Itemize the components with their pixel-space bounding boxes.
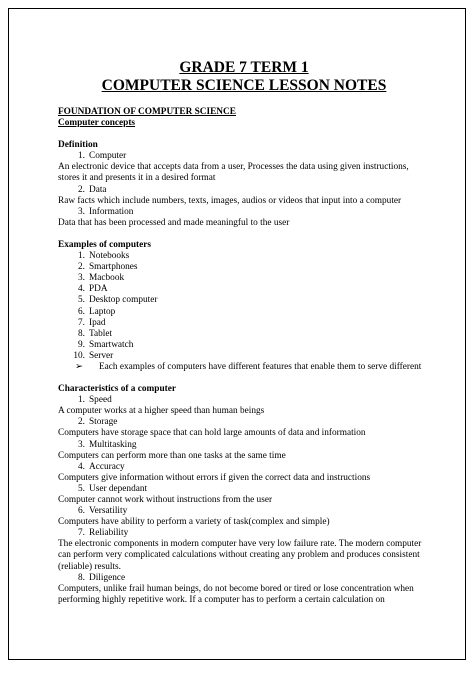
- arrow-bullet-icon: ➢: [75, 361, 83, 372]
- list-item: 8. Tablet: [78, 328, 113, 339]
- characteristic-text: Computers have storage space that can hold large amounts of data and information: [58, 428, 366, 439]
- section-heading: FOUNDATION OF COMPUTER SCIENCE: [58, 107, 236, 117]
- title-line-1: GRADE 7 TERM 1: [179, 59, 309, 76]
- characteristic-term: 7. Reliability: [78, 528, 129, 539]
- characteristic-term: 3. Multitasking: [78, 439, 137, 450]
- characteristics-heading: Characteristics of a computer: [58, 384, 176, 395]
- definition-text: Data that has been processed and made meaningful to the user: [58, 217, 290, 228]
- examples-list: [58, 251, 430, 373]
- section-subheading: Computer concepts: [58, 118, 136, 129]
- definition-term: 3. Information: [78, 206, 134, 217]
- definition-list: [58, 151, 430, 229]
- characteristic-term: 4. Accuracy: [78, 461, 125, 472]
- characteristic-text: A computer works at a higher speed than human beings: [58, 406, 265, 417]
- title-line-2: COMPUTER SCIENCE LESSON NOTES: [101, 77, 387, 94]
- examples-note: ➢ Each examples of computers have different features that enable them to serve different: [75, 361, 422, 372]
- definition-text: Raw facts which include numbers, texts, images, audios or videos that input into a computer: [58, 195, 402, 206]
- characteristic-text: Computers, unlike frail human beings, do not become bored or tired or lose concentration when performing highly repetitive work. If a computer has to perform a certain calculation on: [58, 583, 414, 605]
- list-item: 3. Macbook: [78, 273, 125, 284]
- characteristics-list: [58, 395, 430, 606]
- characteristic-term: 5. User dependant: [78, 483, 148, 494]
- characteristic-text: Computers give information without errors if given the correct data and instructions: [58, 472, 371, 483]
- definition-text: An electronic device that accepts data from a user, Processes the data using given instructions, stores it and presents it in a desired format: [58, 162, 409, 184]
- characteristic-text: Computer cannot work without instructions from the user: [58, 495, 273, 505]
- list-item: 7. Ipad: [78, 317, 106, 328]
- definition-term: 1. Computer: [78, 151, 127, 162]
- characteristic-text: Computers have ability to perform a variety of task(complex and simple): [58, 517, 330, 528]
- list-item: 10. Server: [73, 350, 114, 361]
- list-item: 4. PDA: [78, 284, 108, 295]
- characteristic-term: 8. Diligence: [78, 572, 126, 583]
- list-item: 2. Smartphones: [78, 262, 138, 273]
- list-item: 5. Desktop computer: [78, 295, 158, 306]
- characteristic-term: 1. Speed: [78, 395, 112, 406]
- definition-heading: Definition: [58, 140, 98, 151]
- document-content: [58, 59, 430, 606]
- characteristic-text: Computers can perform more than one tasks at the same time: [58, 450, 286, 461]
- list-item: 9. Smartwatch: [78, 339, 134, 350]
- list-item: 6. Laptop: [78, 306, 116, 317]
- characteristic-term: 2. Storage: [78, 417, 118, 428]
- characteristic-term: 6. Versatility: [78, 506, 128, 517]
- characteristic-text: The electronic components in modern computer have very low failure rate. The modern computer can perform very complicated calculations without creating any problem and produces consistent (reliable) results.: [58, 539, 422, 572]
- definition-term: 2. Data: [78, 184, 107, 195]
- document-page: [8, 8, 466, 660]
- list-item: 1. Notebooks: [78, 251, 130, 262]
- examples-heading: Examples of computers: [58, 239, 151, 250]
